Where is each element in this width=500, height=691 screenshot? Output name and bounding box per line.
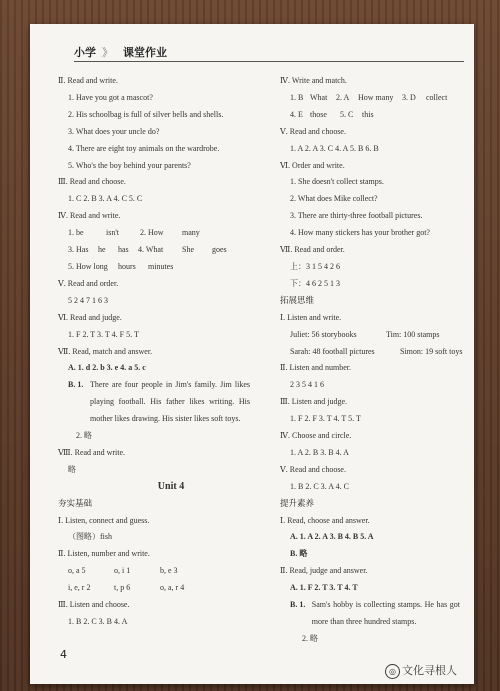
- answer-word: 4. E: [290, 109, 303, 119]
- answer-word: o, i 1: [114, 566, 131, 576]
- subsection-heading: 夯实基础: [58, 498, 93, 509]
- series-label: 小学: [74, 46, 96, 59]
- watermark-logo-icon: ◎: [385, 664, 400, 679]
- answer-line: 2. What does Mike collect?: [290, 194, 378, 204]
- answer-line: 略: [68, 464, 76, 474]
- answer-word: i, e, r 2: [68, 583, 91, 593]
- answer-line: 4. There are eight toy animals on the wardrobe.: [68, 143, 220, 153]
- answer-line: [280, 107, 460, 124]
- section-title: Ⅳ. Write and match.: [280, 76, 347, 85]
- section-title: Ⅶ. Read, match and answer.: [58, 346, 153, 356]
- answer-text: Sam's hobby is collecting stamps. He has got more than three hundred stamps.: [311, 600, 460, 626]
- answer-line: 1. A 2. B 3. B 4. A: [290, 447, 349, 457]
- watermark: [385, 662, 457, 679]
- answer-word: 2. How: [140, 228, 164, 238]
- answer-word: 2. A: [336, 92, 350, 102]
- section-title: Ⅱ. Read and write.: [58, 76, 118, 85]
- answer-word: those: [310, 109, 327, 119]
- answer-line: 1. Have you got a mascot?: [68, 92, 153, 102]
- answer-word: 1. be: [68, 228, 84, 238]
- answer-word: o, a 5: [68, 566, 86, 576]
- answer-line: 下：4 6 2 5 1 3: [290, 278, 340, 288]
- answer-text: There are four people in Jim's family. Jim likes playing football. His father likes writing. His mother likes drawing. His sister likes soft toys.: [90, 380, 250, 424]
- section-title: Ⅳ. Read and write.: [58, 211, 121, 221]
- answer-line: 3. There are thirty-three football pictures.: [290, 211, 423, 221]
- answer-word: Juliet: 56 storybooks: [290, 329, 357, 339]
- section-title: Ⅲ. Listen and judge.: [280, 397, 348, 407]
- section-title: Ⅱ. Listen, number and write.: [58, 549, 150, 559]
- answer-line: [280, 344, 463, 361]
- page-number: 4: [60, 648, 67, 661]
- answer-word: Tim: 100 stamps: [386, 329, 440, 339]
- answer-line: 1. She doesn't collect stamps.: [290, 177, 384, 187]
- answer-paragraph: [280, 597, 460, 631]
- double-chevron-icon: 》: [102, 46, 110, 59]
- answer-line: [58, 580, 264, 597]
- answer-word: 3. Has: [68, 245, 89, 255]
- unit-title: Unit 4: [157, 480, 185, 492]
- section-title: Ⅱ. Read, judge and answer.: [280, 566, 368, 576]
- answer-line: 1. A 2. A 3. C 4. A 5. B 6. B: [290, 143, 379, 153]
- section-title: Ⅰ. Read, choose and answer.: [280, 515, 370, 525]
- answer-line: [58, 242, 264, 259]
- section-title: Ⅶ. Read and order.: [280, 245, 345, 255]
- answer-line: 3. What does your uncle do?: [68, 126, 160, 136]
- answer-line: [58, 563, 264, 580]
- section-title: Ⅴ. Read and choose.: [280, 126, 346, 136]
- subject-label: 课堂作业: [123, 46, 167, 59]
- answer-line: 2 3 5 4 1 6: [290, 380, 324, 390]
- answer-word: many: [182, 228, 200, 238]
- answer-label: B. 1.: [290, 600, 306, 610]
- answer-word: goes: [212, 245, 227, 255]
- section-title: Ⅲ. Listen and choose.: [58, 600, 130, 610]
- answer-paragraph: [58, 377, 264, 428]
- answer-line: B. 略: [290, 549, 308, 559]
- answer-line: 上：3 1 5 4 2 6: [290, 261, 340, 271]
- answer-word: 1. B: [290, 92, 304, 102]
- answer-word: t, p 6: [114, 583, 131, 593]
- answer-line: [280, 327, 460, 344]
- answer-line: [58, 225, 264, 242]
- answer-line: 2. His schoolbag is full of silver bells and shells.: [68, 109, 224, 119]
- section-title: Ⅴ. Read and order.: [58, 278, 119, 288]
- right-column: [280, 73, 463, 648]
- answer-word: 3. D: [402, 92, 416, 102]
- answer-word: minutes: [148, 261, 174, 271]
- answer-line: 1. F 2. F 3. T 4. T 5. T: [290, 414, 361, 424]
- subsection-heading: 提升素养: [280, 498, 315, 509]
- section-title: Ⅰ. Listen, connect and guess.: [58, 515, 150, 525]
- left-column: [58, 73, 264, 631]
- section-title: Ⅷ. Read and write.: [58, 447, 126, 457]
- section-title: Ⅳ. Choose and circle.: [280, 431, 352, 441]
- answer-word: She: [182, 245, 194, 255]
- section-title: Ⅲ. Read and choose.: [58, 177, 126, 187]
- answer-word: b, e 3: [160, 566, 178, 576]
- answer-line: A. 1. d 2. b 3. e 4. a 5. c: [68, 363, 146, 373]
- answer-word: 5. How long: [68, 261, 108, 271]
- subsection-heading: 拓展思维: [280, 295, 315, 306]
- answer-word: o, a, r 4: [160, 583, 185, 593]
- answer-line: 1. C 2. B 3. A 4. C 5. C: [68, 194, 143, 204]
- answer-line: 2. 略: [76, 431, 92, 441]
- answer-line: 5 2 4 7 1 6 3: [68, 295, 108, 305]
- answer-word: has: [118, 245, 129, 255]
- answer-line: A. 1. F 2. T 3. T 4. T: [290, 583, 358, 593]
- answer-line: A. 1. A 2. A 3. B 4. B 5. A: [290, 532, 374, 542]
- workbook-page: [30, 24, 474, 684]
- answer-word: hours: [118, 261, 136, 271]
- answer-word: isn't: [106, 228, 119, 238]
- answer-word: What: [310, 92, 328, 102]
- answer-word: How many: [358, 92, 394, 102]
- answer-label: B. 1.: [68, 380, 84, 390]
- answer-word: he: [98, 245, 106, 255]
- answer-line: 2. 略: [302, 633, 318, 643]
- answer-line: 1. B 2. C 3. B 4. A: [68, 617, 128, 626]
- answer-word: this: [362, 109, 374, 119]
- answer-word: Simon: 19 soft toys: [400, 346, 463, 356]
- answer-line: 1. F 2. T 3. T 4. F 5. T: [68, 329, 139, 339]
- page-header: [30, 24, 474, 64]
- header-divider: [74, 61, 464, 62]
- answer-line: 4. How many stickers has your brother got?: [290, 228, 430, 238]
- answer-word: 4. What: [138, 245, 164, 255]
- answer-line: （图略）fish: [68, 532, 112, 542]
- section-title: Ⅱ. Listen and number.: [280, 363, 351, 373]
- answer-line: 5. Who's the boy behind your parents?: [68, 160, 191, 170]
- section-title: Ⅴ. Read and choose.: [280, 464, 346, 474]
- answer-line: [280, 90, 460, 107]
- section-title: Ⅵ. Read and judge.: [58, 312, 122, 322]
- section-title: Ⅵ. Order and write.: [280, 160, 345, 170]
- answer-line: [58, 259, 264, 276]
- answer-line: 1. B 2. C 3. A 4. C: [290, 481, 349, 491]
- section-title: Ⅰ. Listen and write.: [280, 312, 342, 322]
- answer-word: 5. C: [340, 109, 354, 119]
- answer-word: Sarah: 48 football pictures: [290, 346, 375, 356]
- watermark-text: 文化寻根人: [402, 664, 457, 677]
- answer-word: collect: [426, 92, 448, 102]
